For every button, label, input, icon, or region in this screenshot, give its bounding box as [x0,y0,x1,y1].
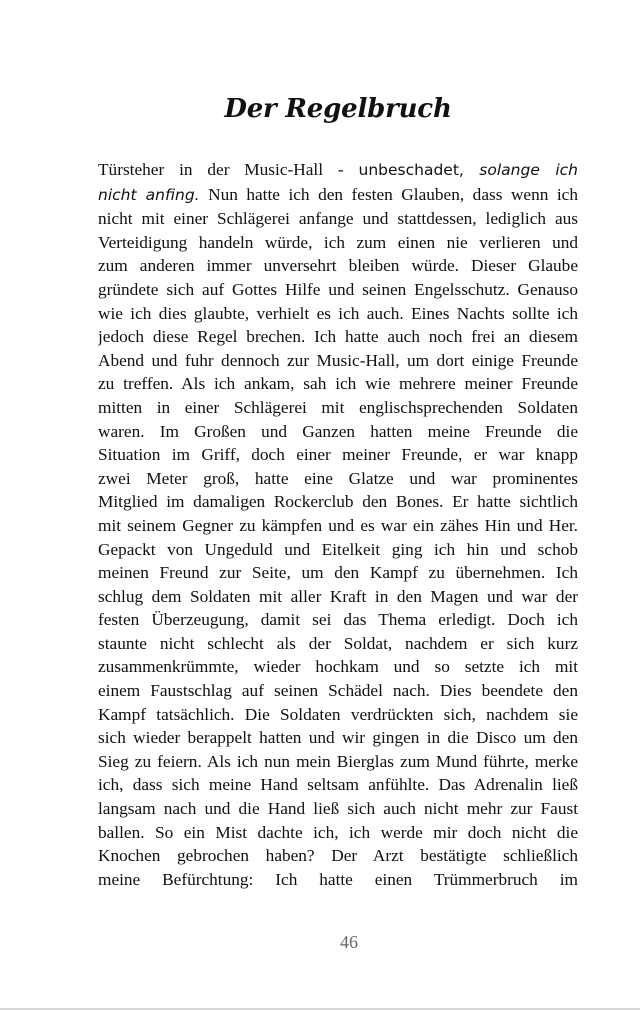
text-line-4: Verteidigung handeln würde, ich zum einen nie verlieren und [98,232,578,252]
text-line-23: einem Faustschlag auf seinen Schädel nach. Dies beendete den [98,681,578,701]
text-line-31: meine Befürchtung: Ich hatte einen Trümmerbruch im [98,869,578,889]
line-1-dash: - [323,160,359,179]
text-line-5: zum anderen immer unversehrt bleiben würde. Dieser Glaube [98,256,578,276]
text-line-1 [98,158,578,183]
text-line-10: zu treffen. Als ich ankam, sah ich wie mehrere meiner Freunde [98,374,578,394]
line-1-italic: solange ich [463,161,578,179]
line-1-plain: Türsteher in der Music-Hall [98,160,324,179]
chapter-title: Der Regelbruch [224,94,452,124]
text-line-15: Mitglied im damaligen Rockerclub den Bones. Er hatte sichtlich [98,492,578,512]
text-line-7: wie ich dies glaubte, verhielt es ich auch. Eines Nachts sollte ich [98,303,578,323]
text-line-16: mit seinem Gegner zu kämpfen und es war ein zähes Hin und Her. [98,515,578,535]
text-line-18: meinen Freund zur Seite, um den Kampf zu übernehmen. Ich [98,563,578,583]
text-line-29: ballen. So ein Mist dachte ich, ich werde mir doch nicht die [98,822,578,842]
text-line-26: Sieg zu feiern. Als ich nun mein Bierglas zum Mund führte, merke [98,751,578,771]
text-line-13: Situation im Griff, doch einer meiner Freunde, er war knapp [98,445,578,465]
line-2-rest: Nun hatte ich den festen Glauben, dass wenn ich [199,184,578,204]
text-line-11: mitten in einer Schlägerei mit englischsprechenden Soldaten [98,397,578,417]
text-line-25: sich wieder berappelt hatten und wir gingen in die Disco um den [98,728,578,748]
text-line-20: festen Überzeugung, damit sei das Thema erledigt. Doch ich [98,610,578,630]
text-line-8: jedoch diese Regel brechen. Ich hatte auch noch frei an diesem [98,327,578,347]
body-text [98,158,578,891]
text-line-22: zusammenkrümmte, wieder hochkam und so setzte ich mit [98,657,578,677]
paragraph-lines [98,207,578,891]
text-line-30: Knochen gebrochen haben? Der Arzt bestätigte schließlich [98,846,578,866]
text-line-14: zwei Meter groß, hatte eine Glatze und war prominentes [98,468,578,488]
text-line-6: gründete sich auf Gottes Hilfe und seinen Engelsschutz. Genauso [98,279,578,299]
text-line-9: Abend und fuhr dennoch zur Music-Hall, um dort einige Freunde [98,350,578,370]
text-line-28: langsam nach und die Hand ließ sich auch nicht mehr zur Faust [98,799,578,819]
text-line-17: Gepackt von Ungeduld und Eitelkeit ging ich hin und schob [98,539,578,559]
text-line-19: schlug dem Soldaten mit aller Kraft in den Magen und war der [98,586,578,606]
line-2-italic: nicht anfing. [98,185,200,204]
text-line-21: staunte nicht schlecht als der Soldat, nachdem er sich kurz [98,633,578,653]
line-1-sans: unbeschadet, [358,161,464,179]
text-line-24: Kampf tatsächlich. Die Soldaten verdrückten sich, nachdem sie [98,704,578,724]
text-line-2 [98,183,578,208]
text-line-12: waren. Im Großen und Ganzen hatten meine Freunde die [98,421,578,441]
text-line-3: nicht mit einer Schlägerei anfange und stattdessen, lediglich aus [98,209,578,229]
text-line-27: ich, dass sich meine Hand seltsam anfühlte. Das Adrenalin ließ [98,775,578,795]
page-number: 46 [340,932,358,952]
